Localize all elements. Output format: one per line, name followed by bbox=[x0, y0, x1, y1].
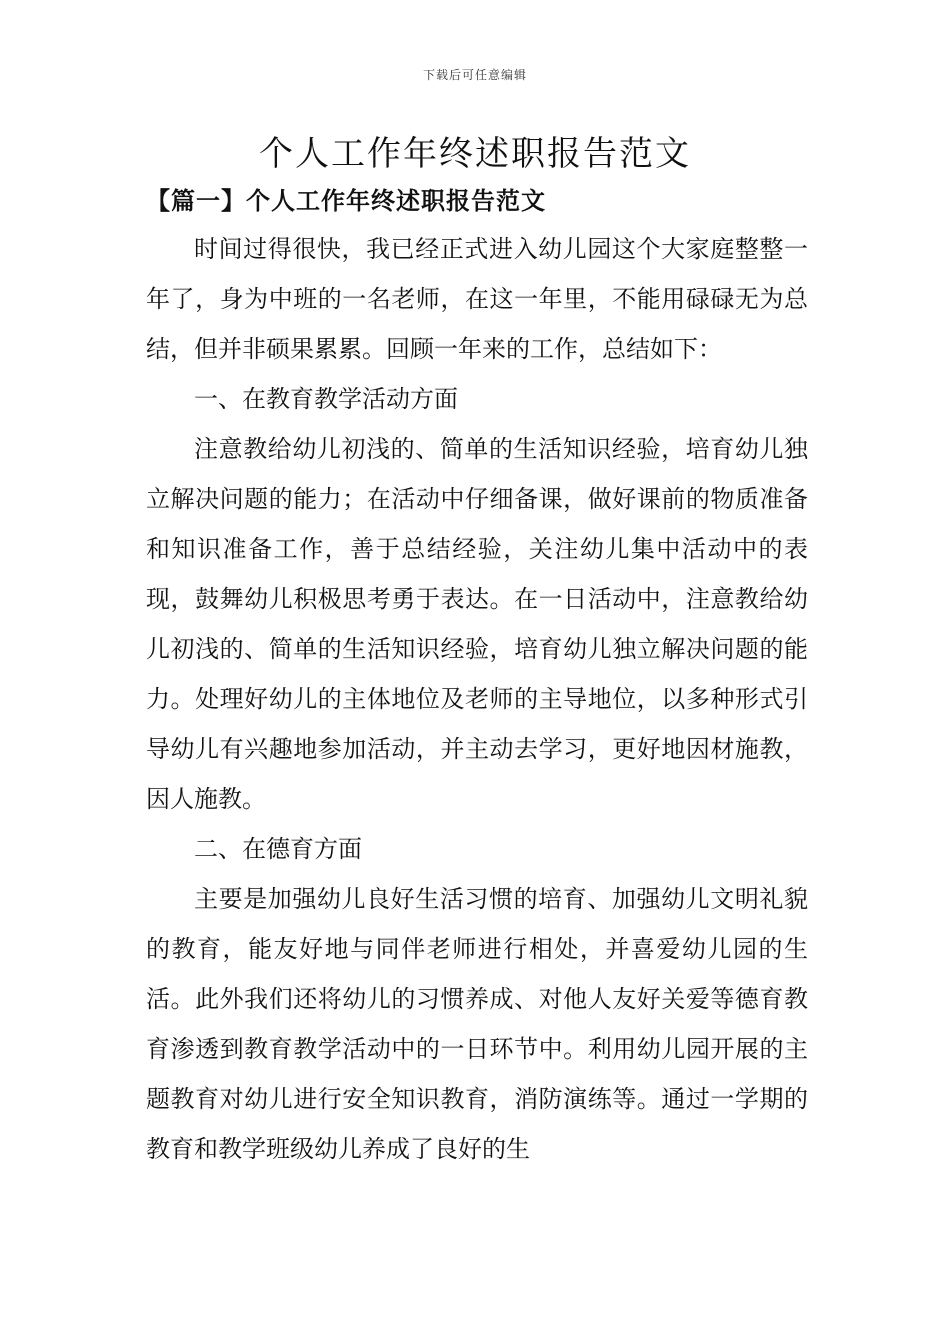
subheading-teaching: 一、在教育教学活动方面 bbox=[194, 385, 458, 413]
section-heading: 【篇一】个人工作年终述职报告范文 bbox=[146, 186, 546, 215]
subheading-moral: 二、在德育方面 bbox=[194, 835, 362, 863]
paragraph-teaching: 注意教给幼儿初浅的、简单的生活知识经验，培育幼儿独立解决问题的能力；在活动中仔细备课，做好课前的物质准备和知识准备工作，善于总结经验，关注幼儿集中活动中的表现，鼓舞幼儿积极思考勇于表达。在一日活动中，注意教给幼儿初浅的、简单的生活知识经验，培育幼儿独立解决问题的能力。处理好幼儿的主体地位及老师的主导地位，以多种形式引导幼儿有兴趣地参加活动，并主动去学习，更好地因材施教，因人施教。 bbox=[146, 435, 808, 813]
header-note: 下载后可任意编辑 bbox=[422, 68, 527, 82]
paragraph-moral: 主要是加强幼儿良好生活习惯的培育、加强幼儿文明礼貌的教育，能友好地与同伴老师进行相处，并喜爱幼儿园的生活。此外我们还将幼儿的习惯养成、对他人友好关爱等德育教育渗透到教育教学活动中的一日环节中。利用幼儿园开展的主题教育对幼儿进行安全知识教育，消防演练等。通过一学期的教育和教学班级幼儿养成了良好的生 bbox=[146, 885, 808, 1163]
document-title: 个人工作年终述职报告范文 bbox=[259, 134, 691, 174]
paragraph-intro: 时间过得很快，我已经正式进入幼儿园这个大家庭整整一年了，身为中班的一名老师，在这一年里，不能用碌碌无为总结，但并非硕果累累。回顾一年来的工作，总结如下： bbox=[146, 235, 808, 363]
document-body bbox=[146, 224, 808, 1174]
